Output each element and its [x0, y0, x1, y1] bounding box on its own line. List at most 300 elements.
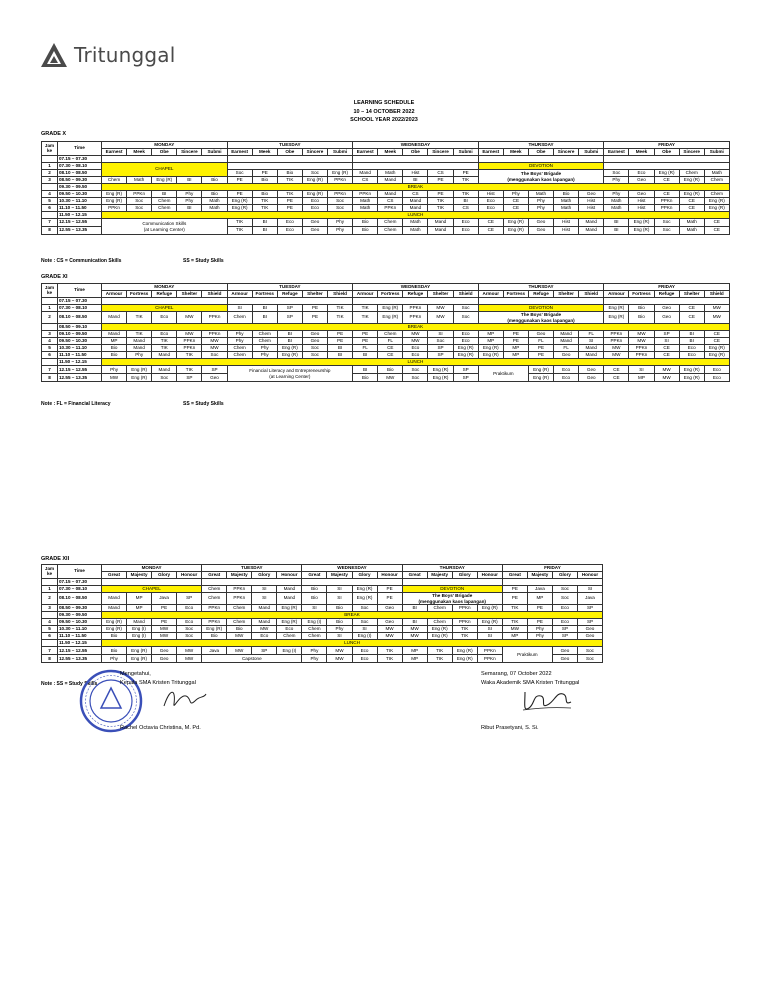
table-row: [42, 219, 730, 227]
subject-cell: CE: [503, 198, 528, 205]
subject-cell: TIK: [353, 312, 378, 324]
subject-cell: Eng (R): [277, 352, 302, 359]
subject-cell: MW: [428, 312, 453, 324]
class-header: Earnest: [353, 149, 378, 156]
subject-cell: PPKn: [452, 605, 477, 612]
subject-cell: PE: [428, 177, 453, 184]
class-header: Refuge: [403, 291, 428, 298]
subject-cell: Soc: [654, 219, 679, 227]
subject-cell: Geo: [579, 366, 604, 374]
subject-cell: Geo: [654, 305, 679, 312]
time-cell: 12.55 – 13.35: [58, 655, 102, 663]
class-header: Great: [102, 572, 127, 579]
subject-cell: Eng (R): [629, 219, 654, 227]
subject-cell: MP: [503, 352, 528, 359]
subject-cell: BI: [177, 177, 202, 184]
subject-cell: PE: [503, 331, 528, 338]
subject-cell: MW: [654, 366, 679, 374]
class-header: Sincere: [302, 149, 327, 156]
subject-cell: SP: [428, 345, 453, 352]
class-header: Honour: [377, 572, 402, 579]
subject-cell: MW: [403, 331, 428, 338]
subject-cell: Eng (R): [477, 605, 502, 612]
class-header: Refuge: [654, 291, 679, 298]
subject-cell: Bio: [353, 219, 378, 227]
class-header: Glory: [152, 572, 177, 579]
time-cell: 07.30 – 08.10: [58, 305, 102, 312]
subject-cell: MW: [177, 655, 202, 663]
subject-cell: CE: [654, 191, 679, 198]
jam-cell: 7: [42, 647, 58, 655]
class-header: Fortress: [378, 291, 403, 298]
table-row: [42, 177, 730, 184]
subject-cell: CE: [704, 227, 729, 235]
subject-cell: Eng (I): [302, 619, 327, 626]
subject-cell: SP: [277, 305, 302, 312]
brigade-note: (menggunakan kaos lapangan): [507, 317, 575, 323]
subject-cell: PPKn: [102, 205, 127, 212]
class-header: Honour: [177, 572, 202, 579]
class-header: Armour: [478, 291, 503, 298]
subject-cell: MW: [377, 626, 402, 633]
class-header: Glory: [352, 572, 377, 579]
subject-cell: MP: [629, 374, 654, 382]
subject-cell: Eco: [403, 352, 428, 359]
subject-cell: PE: [528, 345, 553, 352]
subject-cell: Mand: [252, 605, 277, 612]
subject-cell: BI: [453, 198, 478, 205]
subject-cell: Eng (R): [427, 626, 452, 633]
tritunggal-logo-icon: [40, 42, 68, 68]
subject-cell: Geo: [554, 352, 579, 359]
subject-cell: Phy: [127, 352, 152, 359]
subject-cell: Chem: [378, 227, 403, 235]
day-header: TUESDAY: [227, 142, 353, 149]
day-header: FRIDAY: [502, 565, 602, 572]
subject-cell: Bio: [554, 191, 579, 198]
subject-cell: Eco: [704, 374, 729, 382]
subject-cell: BI: [177, 205, 202, 212]
subject-cell: Bio: [102, 633, 127, 640]
subject-cell: FL: [353, 345, 378, 352]
fl-title: Financial Literacy and Entrepreneurship: [249, 368, 331, 374]
table-row: [42, 312, 730, 324]
class-header: Shelter: [177, 291, 202, 298]
subject-cell: Eng (R): [127, 655, 152, 663]
class-header: Shield: [328, 291, 353, 298]
subject-cell: Geo: [302, 338, 327, 345]
subject-cell: Eng (R): [127, 374, 152, 382]
subject-cell: Eco: [554, 374, 579, 382]
jam-cell: 2: [42, 312, 58, 324]
subject-cell: SI: [252, 593, 277, 605]
subject-cell: Math: [679, 227, 704, 235]
class-header: Glory: [452, 572, 477, 579]
subject-cell: Soc: [302, 352, 327, 359]
subject-cell: Eco: [352, 647, 377, 655]
subject-cell: Java: [152, 593, 177, 605]
subject-cell: Math: [528, 191, 553, 198]
subject-cell: PE: [502, 586, 527, 593]
subject-cell: SI: [252, 586, 277, 593]
subject-cell: Chem: [227, 619, 252, 626]
subject-cell: Bio: [629, 312, 654, 324]
subject-cell: PPKn: [177, 345, 202, 352]
subject-cell: Hist: [579, 205, 604, 212]
subject-cell: Eng (R): [679, 366, 704, 374]
note-text: SS = Study Skills: [183, 258, 224, 264]
table-row: [42, 619, 603, 626]
subject-cell: Geo: [528, 219, 553, 227]
subject-cell: Mand: [277, 586, 302, 593]
subject-cell: PE: [527, 605, 552, 612]
comm-skills-location: (at Learning Center): [143, 226, 185, 232]
subject-cell: PE: [528, 352, 553, 359]
subject-cell: Eng (R): [227, 198, 252, 205]
class-header: Glory: [252, 572, 277, 579]
grade-xi-note: [41, 401, 224, 407]
day-header: THURSDAY: [478, 284, 604, 291]
subject-cell: TIK: [177, 352, 202, 359]
subject-cell: Eng (R): [478, 352, 503, 359]
sig-right-line1: Semarang, 07 October 2022: [481, 671, 552, 677]
subject-cell: SI: [327, 586, 352, 593]
time-cell: 07.15 – 07.30: [58, 156, 102, 163]
time-cell: 11.10 – 11.50: [58, 205, 102, 212]
subject-cell: MW: [227, 647, 252, 655]
note-text: Note : CS = Communication Skills: [41, 258, 122, 264]
subject-cell: PPKn: [477, 655, 502, 663]
subject-cell: SI: [352, 626, 377, 633]
subject-cell: Phy: [102, 366, 127, 374]
time-cell: 08.50 – 09.10: [58, 324, 102, 331]
subject-cell: Eng (R): [452, 655, 477, 663]
subject-cell: SP: [177, 374, 202, 382]
time-cell: 09.50 – 10.30: [58, 338, 102, 345]
jam-header: Jam ke: [42, 284, 58, 298]
subject-cell: Eng (R): [679, 374, 704, 382]
subject-cell: CE: [704, 338, 729, 345]
subject-cell: Soc: [552, 586, 577, 593]
subject-cell: PPKn: [202, 312, 227, 324]
chapel-cell: CHAPEL: [102, 163, 228, 177]
subject-cell: PE: [152, 619, 177, 626]
subject-cell: Phy: [227, 338, 252, 345]
subject-cell: Geo: [654, 312, 679, 324]
devotion-cell: DEVOTION: [478, 305, 604, 312]
subject-cell: Mand: [579, 219, 604, 227]
subject-cell: Math: [679, 219, 704, 227]
time-cell: 08.50 – 09.30: [58, 177, 102, 184]
subject-cell: CE: [654, 177, 679, 184]
class-header: Earnest: [604, 149, 629, 156]
subject-cell: Eng (R): [302, 191, 327, 198]
subject-cell: Math: [202, 198, 227, 205]
subject-cell: BI: [252, 219, 277, 227]
subject-cell: MW: [428, 305, 453, 312]
subject-cell: Soc: [127, 198, 152, 205]
class-header: Meek: [629, 149, 654, 156]
subject-cell: CE: [704, 331, 729, 338]
subject-cell: Chem: [227, 352, 252, 359]
subject-cell: CE: [679, 305, 704, 312]
subject-cell: PPKn: [477, 647, 502, 655]
subject-cell: Soc: [577, 655, 602, 663]
subject-cell: Eco: [554, 366, 579, 374]
class-header: Submi: [328, 149, 353, 156]
subject-cell: Eng (R): [277, 345, 302, 352]
class-header: Sincere: [428, 149, 453, 156]
subject-cell: SI: [227, 305, 252, 312]
class-header: Honour: [277, 572, 302, 579]
boys-brigade-cell: [402, 593, 502, 605]
subject-cell: Chem: [679, 170, 704, 177]
subject-cell: Eng (R): [528, 374, 553, 382]
subject-cell: MP: [478, 338, 503, 345]
table-row: [42, 593, 603, 605]
subject-cell: Eng (R): [127, 366, 152, 374]
brigade-title: The Boys' Brigade: [520, 312, 562, 317]
subject-cell: Bio: [227, 626, 252, 633]
subject-cell: PPKn: [403, 312, 428, 324]
subject-cell: MW: [654, 374, 679, 382]
time-cell: 08.50 – 09.30: [58, 605, 102, 612]
subject-cell: Soc: [328, 198, 353, 205]
time-cell: 12.15 – 12.55: [58, 366, 102, 374]
jam-header: Jam ke: [42, 142, 58, 156]
subject-cell: FL: [528, 338, 553, 345]
class-header: Refuge: [528, 291, 553, 298]
subject-cell: PE: [527, 619, 552, 626]
subject-cell: Eng (R): [478, 345, 503, 352]
subject-cell: PE: [302, 305, 327, 312]
subject-cell: Bio: [353, 374, 378, 382]
subject-cell: FL: [579, 331, 604, 338]
subject-cell: PE: [227, 191, 252, 198]
subject-cell: TIK: [427, 647, 452, 655]
subject-cell: Chem: [704, 177, 729, 184]
subject-cell: TIK: [428, 205, 453, 212]
subject-cell: Eng (R): [528, 366, 553, 374]
subject-cell: PPKn: [227, 586, 252, 593]
subject-cell: Hist: [554, 219, 579, 227]
class-header: Armour: [102, 291, 127, 298]
jam-cell: 1: [42, 305, 58, 312]
subject-cell: BI: [353, 366, 378, 374]
day-header: FRIDAY: [604, 284, 730, 291]
subject-cell: MW: [403, 338, 428, 345]
subject-cell: Math: [202, 205, 227, 212]
brigade-title: The Boys' Brigade: [520, 170, 562, 176]
subject-cell: Eng (R): [503, 219, 528, 227]
subject-cell: SP: [577, 605, 602, 612]
sig-right-line2: Waka Akademik SMA Kristen Tritunggal: [481, 680, 580, 686]
jam-cell: 4: [42, 619, 58, 626]
day-header: THURSDAY: [478, 142, 604, 149]
jam-cell: 4: [42, 338, 58, 345]
time-cell: 12.15 – 12.55: [58, 647, 102, 655]
subject-cell: BI: [277, 338, 302, 345]
subject-cell: Geo: [528, 331, 553, 338]
signature-left: [120, 670, 201, 733]
class-header: Sincere: [177, 149, 202, 156]
fl-location: (at Learning Center): [269, 373, 311, 379]
subject-cell: Soc: [403, 366, 428, 374]
subject-cell: PPKn: [654, 198, 679, 205]
subject-cell: Eco: [177, 619, 202, 626]
table-row: [42, 345, 730, 352]
subject-cell: Eng (I): [127, 633, 152, 640]
subject-cell: Chem: [302, 626, 327, 633]
class-header: Obe: [403, 149, 428, 156]
subject-cell: MW: [402, 633, 427, 640]
subject-cell: Math: [554, 198, 579, 205]
class-header-row: [42, 291, 730, 298]
subject-cell: Geo: [577, 626, 602, 633]
class-header: Sincere: [554, 149, 579, 156]
chapel-cell: CHAPEL: [102, 586, 202, 593]
subject-cell: Geo: [579, 191, 604, 198]
subject-cell: MW: [629, 338, 654, 345]
subject-cell: Eng (R): [704, 345, 729, 352]
subject-cell: Math: [604, 198, 629, 205]
jam-cell: 4: [42, 191, 58, 198]
subject-cell: Math: [403, 219, 428, 227]
class-header: Fortress: [252, 291, 277, 298]
class-header: Majesty: [527, 572, 552, 579]
time-header: Time: [58, 284, 102, 298]
note-text: Note : FL = Financial Literacy: [41, 401, 111, 407]
table-row: [42, 205, 730, 212]
subject-cell: MW: [378, 374, 403, 382]
subject-cell: MP: [503, 345, 528, 352]
subject-cell: TIK: [127, 312, 152, 324]
time-cell: 07.15 – 07.30: [58, 579, 102, 586]
subject-cell: Geo: [552, 647, 577, 655]
financial-literacy-cell: [227, 366, 353, 382]
time-cell: 08.10 – 08.50: [58, 312, 102, 324]
subject-cell: Soc: [152, 374, 177, 382]
sig-left-line2: Kepala SMA Kristen Tritunggal: [120, 680, 196, 686]
subject-cell: TIK: [227, 219, 252, 227]
subject-cell: MW: [604, 345, 629, 352]
subject-cell: PE: [377, 586, 402, 593]
subject-cell: Bio: [277, 170, 302, 177]
subject-cell: Eng (R): [102, 198, 127, 205]
subject-cell: Math: [353, 198, 378, 205]
class-header-row: [42, 572, 603, 579]
table-row: [42, 633, 603, 640]
subject-cell: TIK: [177, 366, 202, 374]
class-header: Submi: [579, 149, 604, 156]
subject-cell: Eng (R): [453, 352, 478, 359]
subject-cell: SP: [552, 633, 577, 640]
subject-cell: Java: [202, 647, 227, 655]
time-cell: 12.55 – 13.35: [58, 227, 102, 235]
class-header: Armour: [353, 291, 378, 298]
day-header: MONDAY: [102, 284, 228, 291]
class-header: Shield: [453, 291, 478, 298]
subject-cell: SI: [629, 366, 654, 374]
subject-cell: TIK: [277, 191, 302, 198]
subject-cell: Eco: [403, 345, 428, 352]
day-header: THURSDAY: [402, 565, 502, 572]
subject-cell: Chem: [227, 605, 252, 612]
capstone-cell: Capstone: [202, 655, 302, 663]
note-text: Note : SS = Study Skills: [41, 681, 98, 687]
subject-cell: Soc: [453, 312, 478, 324]
subject-cell: SI: [302, 605, 327, 612]
table-row: [42, 366, 730, 374]
subject-cell: SI: [579, 338, 604, 345]
time-cell: 08.10 – 08.50: [58, 170, 102, 177]
subject-cell: PE: [377, 593, 402, 605]
subject-cell: Soc: [654, 227, 679, 235]
subject-cell: Mand: [127, 619, 152, 626]
subject-cell: Mand: [127, 345, 152, 352]
subject-cell: Bio: [102, 352, 127, 359]
class-header: Honour: [477, 572, 502, 579]
subject-cell: Eco: [302, 205, 327, 212]
time-cell: 08.10 – 08.50: [58, 593, 102, 605]
subject-cell: Math: [378, 170, 403, 177]
class-header: Shelter: [428, 291, 453, 298]
subject-cell: TIK: [502, 605, 527, 612]
handwritten-signature-left-icon: [160, 684, 210, 714]
subject-cell: Soc: [302, 170, 327, 177]
communication-skills-cell: [102, 219, 228, 235]
subject-cell: MP: [402, 647, 427, 655]
subject-cell: CE: [378, 352, 403, 359]
devotion-cell: DEVOTION: [402, 586, 502, 593]
subject-cell: BI: [604, 227, 629, 235]
subject-cell: Soc: [352, 605, 377, 612]
subject-cell: BI: [277, 331, 302, 338]
subject-cell: Mand: [554, 331, 579, 338]
subject-cell: Soc: [177, 633, 202, 640]
subject-cell: Bio: [102, 345, 127, 352]
subject-cell: Bio: [302, 586, 327, 593]
subject-cell: Eng (R): [427, 633, 452, 640]
subject-cell: TIK: [452, 633, 477, 640]
table-row: [42, 198, 730, 205]
subject-cell: Eng (R): [102, 619, 127, 626]
class-header: Refuge: [152, 291, 177, 298]
subject-cell: Eco: [552, 619, 577, 626]
school-logo: [40, 42, 175, 68]
subject-cell: Mand: [378, 191, 403, 198]
time-cell: 11.50 – 12.15: [58, 359, 102, 366]
subject-cell: Eco: [177, 605, 202, 612]
subject-cell: Soc: [552, 593, 577, 605]
subject-cell: Bio: [202, 633, 227, 640]
subject-cell: Soc: [403, 374, 428, 382]
subject-cell: Phy: [227, 331, 252, 338]
subject-cell: Eng (R): [604, 305, 629, 312]
grade-xi-table: [41, 283, 730, 382]
subject-cell: Eng (R): [202, 626, 227, 633]
day-header: FRIDAY: [604, 142, 730, 149]
table-row: [42, 374, 730, 382]
subject-cell: Phy: [177, 198, 202, 205]
subject-cell: Phy: [604, 191, 629, 198]
subject-cell: TIK: [152, 345, 177, 352]
break-cell: BREAK: [102, 324, 730, 331]
time-cell: 09.50 – 10.30: [58, 191, 102, 198]
sig-right-name: Ribut Prasetyani, S. Si.: [481, 725, 539, 731]
subject-cell: Eco: [704, 366, 729, 374]
subject-cell: SI: [477, 626, 502, 633]
